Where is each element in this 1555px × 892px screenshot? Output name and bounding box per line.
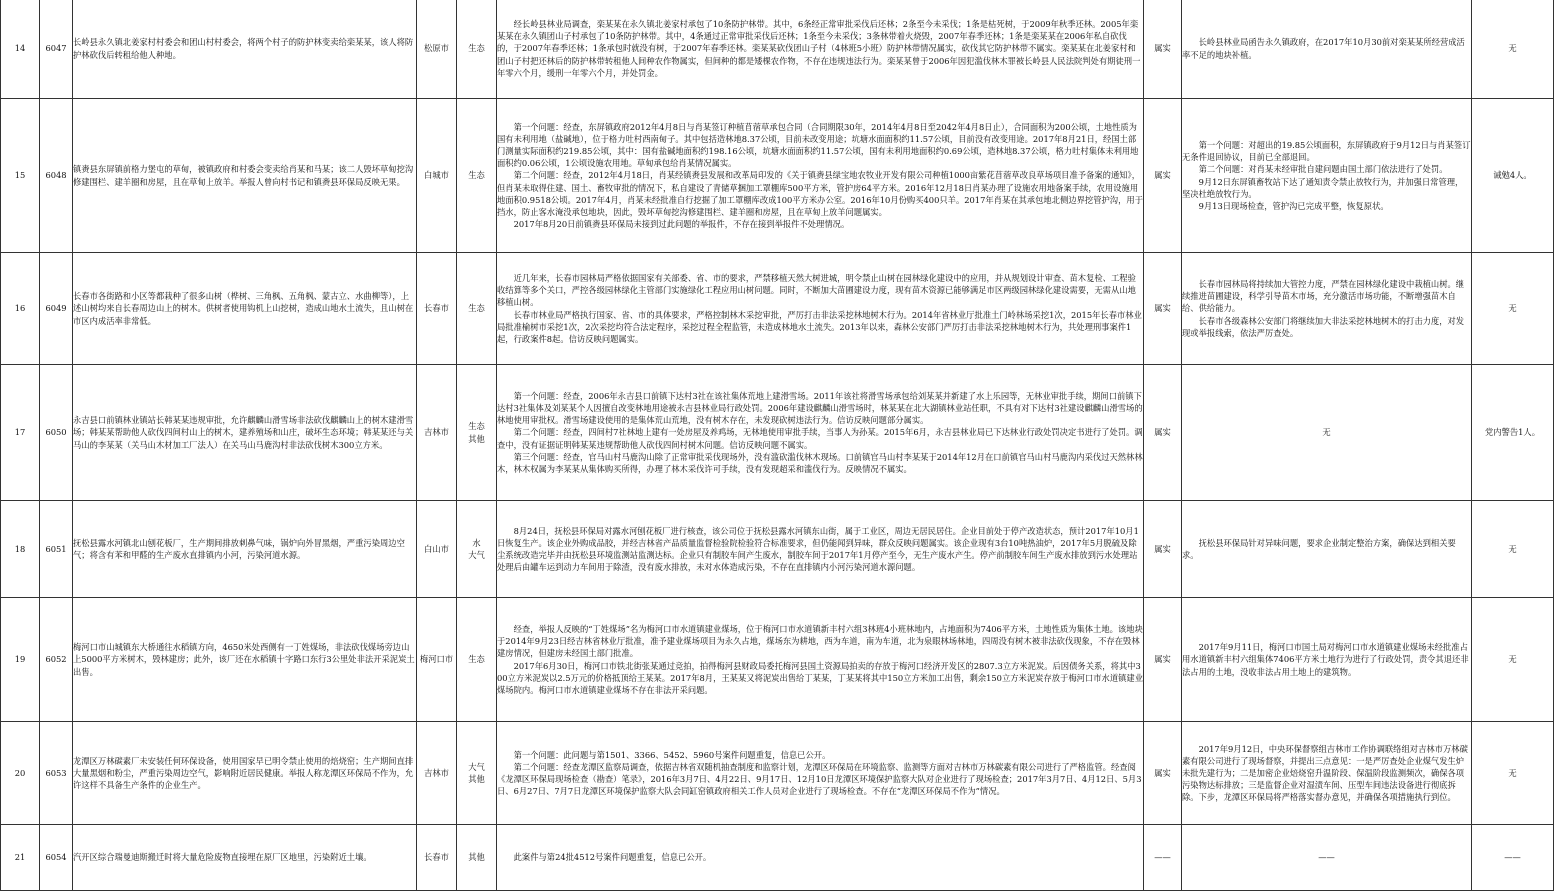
verdict-cell: 属实 (1144, 0, 1182, 99)
case-id: 6048 (40, 99, 73, 253)
pollution-type: 生态 (457, 0, 497, 99)
pollution-type: 其他 (457, 825, 497, 891)
pollution-type: 大气 其他 (457, 722, 497, 825)
investigation-result (497, 501, 1144, 598)
city-cell: 长春市 (417, 253, 457, 365)
table-row (1, 253, 1554, 365)
row-number: 20 (1, 722, 40, 825)
city-cell: 白山市 (417, 501, 457, 598)
case-id: 6052 (40, 598, 73, 722)
investigation-result-paragraph: 第二个问题：经查，四间村7社林地上建有一处房屋及养鸡场，无林地使用审批手续，当事人为孙某。2015年6月，永吉县林业局已下达林业行政处罚决定书进行了处罚。调查中，没有证据证明韩某某违规帮助他人砍伐四间村树木问题。信访反映问题不属实。 (497, 427, 1143, 450)
row-number: 16 (1, 253, 40, 365)
table-row (1, 0, 1554, 99)
action-taken-paragraph: 2017年9月11日，梅河口市国土局对梅河口市水道镇建业煤场未经批准占用水道镇新丰村六组集体7406平方米土地行为进行了行政处罚，责令其退还非法占用的土地，没收非法占用土地上的建筑物。 (1182, 642, 1469, 677)
action-taken (1182, 825, 1472, 891)
verdict-cell: —— (1144, 825, 1182, 891)
table-row (1, 365, 1554, 501)
verdict-cell: 属实 (1144, 99, 1182, 253)
row-number: 21 (1, 825, 40, 891)
investigation-result (497, 0, 1144, 99)
table-body (1, 0, 1554, 891)
city-cell: 白城市 (417, 99, 457, 253)
investigation-result (497, 825, 1144, 891)
action-taken (1182, 501, 1472, 598)
complaint-content: 抚松县露水河镇北山刨花板厂，生产期间排放刺鼻气味，锅炉向外冒黑烟，严重污染周边空气；将含有苯和甲醛的生产废水直排镇内小河，污染河道水源。 (73, 501, 417, 598)
city-cell: 松原市 (417, 0, 457, 99)
case-id: 6053 (40, 722, 73, 825)
investigation-result-paragraph: 此案件与第24批4512号案件问题重复，信息已公开。 (513, 852, 712, 863)
verdict-cell: 属实 (1144, 365, 1182, 501)
action-taken-paragraph: —— (1318, 852, 1335, 863)
table-row (1, 99, 1554, 253)
action-taken (1182, 598, 1472, 722)
investigation-result-paragraph: 第一个问题：经查，2006年永吉县口前镇下达村3社在该社集体荒地上建滑雪场。2011年该社将滑雪场承包给刘某某并新建了水上乐园等，无林业审批手续，期间口前镇下达村3社集体及刘某某个人因擅自改变林地用途被永吉县林业局行政处罚。2006年建设麒麟山滑雪场时，林某某在北大湖镇林业站任职，不具有对下达村3社建设麒麟山滑雪场的林地使用审批权。滑雪场建设使用的是集体荒山荒地，没有树木存在，未发现砍树违法行为。信访反映问题部分属实。 (497, 391, 1143, 426)
accountability-cell: 无 (1472, 501, 1554, 598)
investigation-result-paragraph: 经查，举报人反映的“丁姓煤场”名为梅河口市水道镇建业煤场，位于梅河口市水道镇新丰村六组3林班4小班林地内，占地面积为7406平方米，土地性质为集体土地。该地块于2014年9月23日经吉林省林业厅批准，准予建业煤场项目为永久占地，煤场东为耕地，西为车道，南为车道，北为泉眼林场林地，四周没有树木被非法砍伐现象，不存在毁林建房情况，但建房未经国土部门批准。 (497, 624, 1143, 659)
action-taken-paragraph: 9月12日东屏镇畜牧站下达了通知责令禁止放牧行为，并加强日常管理，坚决杜绝放牧行为。 (1182, 176, 1464, 199)
complaint-content: 龙潭区万林碳素厂未安装任何环保设备，使用国家早已明令禁止使用的焙烧窑；生产期间直排大量黑烟和粉尘，严重污染周边空气，影响附近居民健康。举报人称龙潭区环保局不作为，允许这样不具备生产条件的企业生产。 (73, 722, 417, 825)
action-taken-paragraph: 长岭县林业局函告永久镇政府，在2017年10月30前对栾某某所经营成活率不足的地块补植。 (1182, 37, 1465, 60)
accountability-cell: 无 (1472, 598, 1554, 722)
complaint-content: 长岭县永久镇北姜家村村委会和团山村村委会，将两个村子的防护林变卖给栾某某，该人将防护林砍伐后转租给他人种地。 (73, 0, 417, 99)
complaint-content: 梅河口市山城镇东大桥通往水稻镇方向，4650米处西侧有一丁姓煤场，非法砍伐煤场旁边山上5000平方米树木，毁林建房；此外，该厂还在水稻镇十字路口东行3公里处非法开采泥炭土出售。 (73, 598, 417, 722)
complaint-content: 长春市各街路和小区等都栽种了很多山树（桦树、三角枫、五角枫、蒙古立、水曲柳等），上述山树均来自长春周边山上的树木。供树者使用钩机上山挖树，造成山地水土流失，且山树在市区内成活率非常低。 (73, 253, 417, 365)
verdict-cell: 属实 (1144, 501, 1182, 598)
city-cell: 吉林市 (417, 722, 457, 825)
investigation-result (497, 598, 1144, 722)
city-cell: 吉林市 (417, 365, 457, 501)
case-id: 6049 (40, 253, 73, 365)
action-taken-paragraph: 无 (1322, 427, 1331, 438)
row-number: 15 (1, 99, 40, 253)
accountability-cell: 诫勉4人。 (1472, 99, 1554, 253)
accountability-cell: 无 (1472, 722, 1554, 825)
investigation-result-paragraph: 经长岭县林业局调查，栾某某在永久镇北姜家村承包了10条防护林带。其中，6条经正常审批采伐后还林；2条至今未采伐；1条是枯死树，于2009年秋季还林。2005年栾某某在永久镇团山子村承包了10条防护林带。其中，4条通过正常审批采伐后还林；1条至今未采伐；3条林带着火烧毁，2007年春季还林；1条是栾某某在2006年私自砍伐的，于2007年春季还林；1条承包时就没有树，于2007年春季还林。栾某某砍伐团山子村（4林班5小班）防护林带情况属实，砍伐其它防护林带不属实。栾某某在北姜家村和团山子村把还林后的防护林带转租他人间种农作物属实，但间种的都是矮棵农作物，不存在违规违法行为。栾某某曾于2006年因犯滥伐林木罪被长岭县人民法院判处有期徒刑一年零六个月，缓刑一年零六个月，并处罚金。 (497, 19, 1141, 78)
action-taken-paragraph: 抚松县环保局针对异味问题，要求企业制定整治方案，确保达到相关要求。 (1182, 537, 1456, 560)
action-taken-paragraph: 第二个问题：对肖某未经审批自建问题由国土部门依法进行了处罚。 (1198, 164, 1448, 175)
accountability-cell: 无 (1472, 253, 1554, 365)
investigation-result-paragraph: 长春市林业局严格执行国家、省、市的具体要求，严格控制林木采挖审批，严厉打击非法采挖林地树木行为。2014年省林业厅批准土门岭林场采挖1次，2015年长春市林业局批准榆树市采挖1次，2次采挖均符合法定程序，采挖过程全程监管，未造成林地水土流失。2013年以来，森林公安部门严厉打击非法采挖林地树木行为，共处理刑事案件1起，行政案件8起。信访反映问题属实。 (497, 309, 1142, 344)
complaint-content: 汽开区综合瑞曼迪斯搬迁时将大量危险废物直接埋在原厂区地里，污染附近土壤。 (73, 825, 417, 891)
investigation-result-paragraph: 2017年6月30日，梅河口市铁北街张某通过竞拍，拍得梅河县财政局委托梅河县国土资源局拍卖的存放于梅河口经济开发区的2807.3立方米泥炭。后因债务关系，将其中300立方米泥炭以2.5万元的价格抵顶给王某某。2017年8月，王某某又将泥炭出售给丁某某，丁某某将其中150立方米加工出售，剩余150立方米泥炭存放于梅河口市水道镇建业煤场院内。梅河口市水道镇建业煤场不存在非法开采问题。 (497, 660, 1144, 695)
verdict-cell: 属实 (1144, 722, 1182, 825)
pollution-type: 生态 (457, 253, 497, 365)
row-number: 17 (1, 365, 40, 501)
verdict-cell: 属实 (1144, 253, 1182, 365)
pollution-type: 生态 (457, 598, 497, 722)
pollution-type: 生态 其他 (457, 365, 497, 501)
table-row (1, 825, 1554, 891)
investigation-result-paragraph: 第二个问题：经查，2012年4月18日，肖某经镇赉县发展和改革局印发的《关于镇赉县绿宝地农牧业开发有限公司种植1000亩紫花苜蓿草改良草场项目准予备案的通知》，但肖某未取得住建、国土、畜牧审批的情况下，私自建设了青储草捆加工罩棚库500平方米，管护房64平方米。2016年12月18日肖某办理了设施农用地备案手续，农用设施用地面积0.9518公顷。2017年4月，肖某未经批准自行挖掘了加工罩棚库改成100平方米办公室。2016年10月份购买400只羊。2017年肖某在其承包地北侧边界挖管护沟，用于挡水，防止客水淹没承包地块，因此，毁坏草甸挖沟修建围栏、建羊圈和房屋，且在草甸上放羊问题属实。 (497, 170, 1143, 217)
city-cell: 长春市 (417, 825, 457, 891)
investigation-result-paragraph: 8月24日，抚松县环保局对露水河刨花板厂进行核查，该公司位于抚松县露水河镇东山街，属于工业区，周边无居民居住。企业目前处于停产改造状态，预计2017年10月1日恢复生产。该企业外购成品胶，并经吉林省产品质量监督检验院检验符合标准要求，但仍能闻到异味，群众反映问题属实。该企业现有3台10吨热油炉，2017年5月脱硫及除尘系统改造完毕并由抚松县环境监测站监测达标。企业只有制胶车间产生废水，制胶车间于2017年1月停产至今，无生产废水产生。停产前制胶车间生产废水排放到污水处理站处理后由罐车运到动力车间用于除渣，没有废水排放，未对水体造成污染，不存在直排镇内小河污染河道水源问题。 (497, 525, 1139, 573)
verdict-cell: 属实 (1144, 598, 1182, 722)
investigation-result-paragraph: 第一个问题：经查，东屏镇政府2012年4月8日与肖某签订种植苜蓿草承包合同（合同期限30年，2014年4月8日至2042年4月8日止），合同面积为200公顷，土地性质为国有未利用地（盐碱地），位于格力吐村西南甸子。其中包括造林地8.37公顷，目前未改变用途；坑塘水面面积约11.57公顷，目前没有改变用途。2017年8月21日，经国土部门测量实际面积约219.85公顷，其中：国有盐碱地面积约198.16公顷，坑塘水面面积约11.57公顷，国有未利用地面积约0.69公顷，造林地8.37公顷，格力吐村集体未利用地面积约0.06公顷，1公顷设施农用地。草甸承包给肖某情况属实。 (497, 122, 1139, 169)
row-number: 14 (1, 0, 40, 99)
city-cell: 梅河口市 (417, 598, 457, 722)
investigation-result (497, 365, 1144, 501)
row-number: 19 (1, 598, 40, 722)
investigation-result (497, 722, 1144, 825)
investigation-result-paragraph: 近几年来，长春市园林局严格依据国家有关部委、省、市的要求，严禁移植天然大树进城，明令禁止山树在园林绿化建设中的应用，并从规划设计审查、苗木复检、工程验收结算等多个关口，严控各级园林绿化主管部门实施绿化工程应用山树问题。同时，不断加大苗圃建设力度，现有苗木资源已能够满足市区两级园林绿化建设需要，无需从山地移植山树。 (497, 273, 1136, 308)
investigation-result-paragraph: 2017年8月20日前镇赉县环保局未接到过此问题的举报件，不存在接到举报件不处理情况。 (513, 218, 850, 229)
action-taken-paragraph: 长春市各级森林公安部门将继续加大非法采挖林地树木的打击力度，对发现或举报线索，依法严厉查处。 (1182, 315, 1465, 338)
action-taken-paragraph: 2017年9月12日，中央环保督察组吉林市工作协调联络组对吉林市万林碳素有限公司进行了现场督察，并提出三点意见：一是严厉查处企业煤气发生炉未批先建行为；二是加密企业焙烧窑升温阶段、保温阶段监测频次，确保各项污染物达标排放；三是监督企业对湿渍车间、压型车间违法设备进行彻底拆除。下步，龙潭区环保局将严格落实督办意见，并确保各项措施执行到位。 (1182, 743, 1468, 803)
investigation-result-paragraph: 第一个问题：此问题与第1501、3366、5452、5960号案件问题重复，信息已公开。 (513, 749, 831, 760)
case-id: 6054 (40, 825, 73, 891)
investigation-result (497, 99, 1144, 253)
case-id: 6047 (40, 0, 73, 99)
accountability-cell: —— (1472, 825, 1554, 891)
action-taken (1182, 0, 1472, 99)
complaint-content: 永吉县口前镇林业镇站长韩某某违规审批，允许麒麟山滑雪场非法砍伐麒麟山上的树木建滑雪场；韩某某帮助他人砍伐四间村山上的树木，建养殖场和山庄，破坏生态环境；韩某某还与关马山的李某某（关马山木材加工厂法人）在关马山马鹿沟村非法砍伐树木300立方米。 (73, 365, 417, 501)
action-taken-paragraph: 9月13日现场检查，管护沟已完成平整，恢复原状。 (1198, 200, 1389, 211)
investigation-result (497, 253, 1144, 365)
table-row (1, 501, 1554, 598)
action-taken (1182, 365, 1472, 501)
case-id: 6050 (40, 365, 73, 501)
action-taken-paragraph: 第一个问题：对超出的19.85公顷面积，东屏镇政府于9月12日与肖某签订无条件退回协议，目前已全部退回。 (1182, 140, 1471, 163)
action-taken-paragraph: 长春市园林局将持续加大管控力度，严禁在园林绿化建设中栽植山树。继续推进苗圃建设，科学引导苗木市场，充分激活市场功能，不断增强苗木自给、供给能力。 (1182, 279, 1465, 314)
accountability-cell: 党内警告1人。 (1472, 365, 1554, 501)
action-taken (1182, 99, 1472, 253)
complaint-content: 镇赉县东屏镇前格力堡屯的草甸，被镇政府和村委会变卖给肖某和马某；该二人毁坏草甸挖沟修建围栏、建羊圈和房屋，且在草甸上放羊。举报人曾向村书记和镇赉县环保局反映无果。 (73, 99, 417, 253)
investigation-result-paragraph: 第三个问题：经查，官马山村马鹿沟山除了正常审批采伐现场外，没有滥砍滥伐林木现场。口前镇官马山村李某某于2014年12月在口前镇官马山村马鹿沟内采伐过天然林林木，林木权属为李某某从集体购买所得，办理了林木采伐许可手续，没有发现超采和滥伐行为。反映情况不属实。 (497, 451, 1143, 474)
action-taken (1182, 722, 1472, 825)
accountability-cell: 无 (1472, 0, 1554, 99)
pollution-type: 生态 (457, 99, 497, 253)
table-row (1, 598, 1554, 722)
action-taken (1182, 253, 1472, 365)
row-number: 18 (1, 501, 40, 598)
pollution-type: 水 大气 (457, 501, 497, 598)
table-row (1, 722, 1554, 825)
investigation-result-paragraph: 第二个问题：经查龙潭区监察局调查，依据吉林省双随机抽查制度和监察计划，龙潭区环保局在环境监察、监测等方面对吉林市万林碳素有限公司进行了严格监管。经查阅《龙潭区环保局现场检查（勘查）笔录》，2016年3月7日、4月22日、9月17日、12月10日龙潭区环境保护监察大队对企业进行了现场检查；2017年3月7日、4月12日、5月3日、6月27日、7月7日龙潭区环境保护监察大队会同缸窑镇政府相关工作人员对企业进行了现场检查。不存在“龙潭区环保局不作为”情况。 (497, 761, 1142, 797)
case-id: 6051 (40, 501, 73, 598)
